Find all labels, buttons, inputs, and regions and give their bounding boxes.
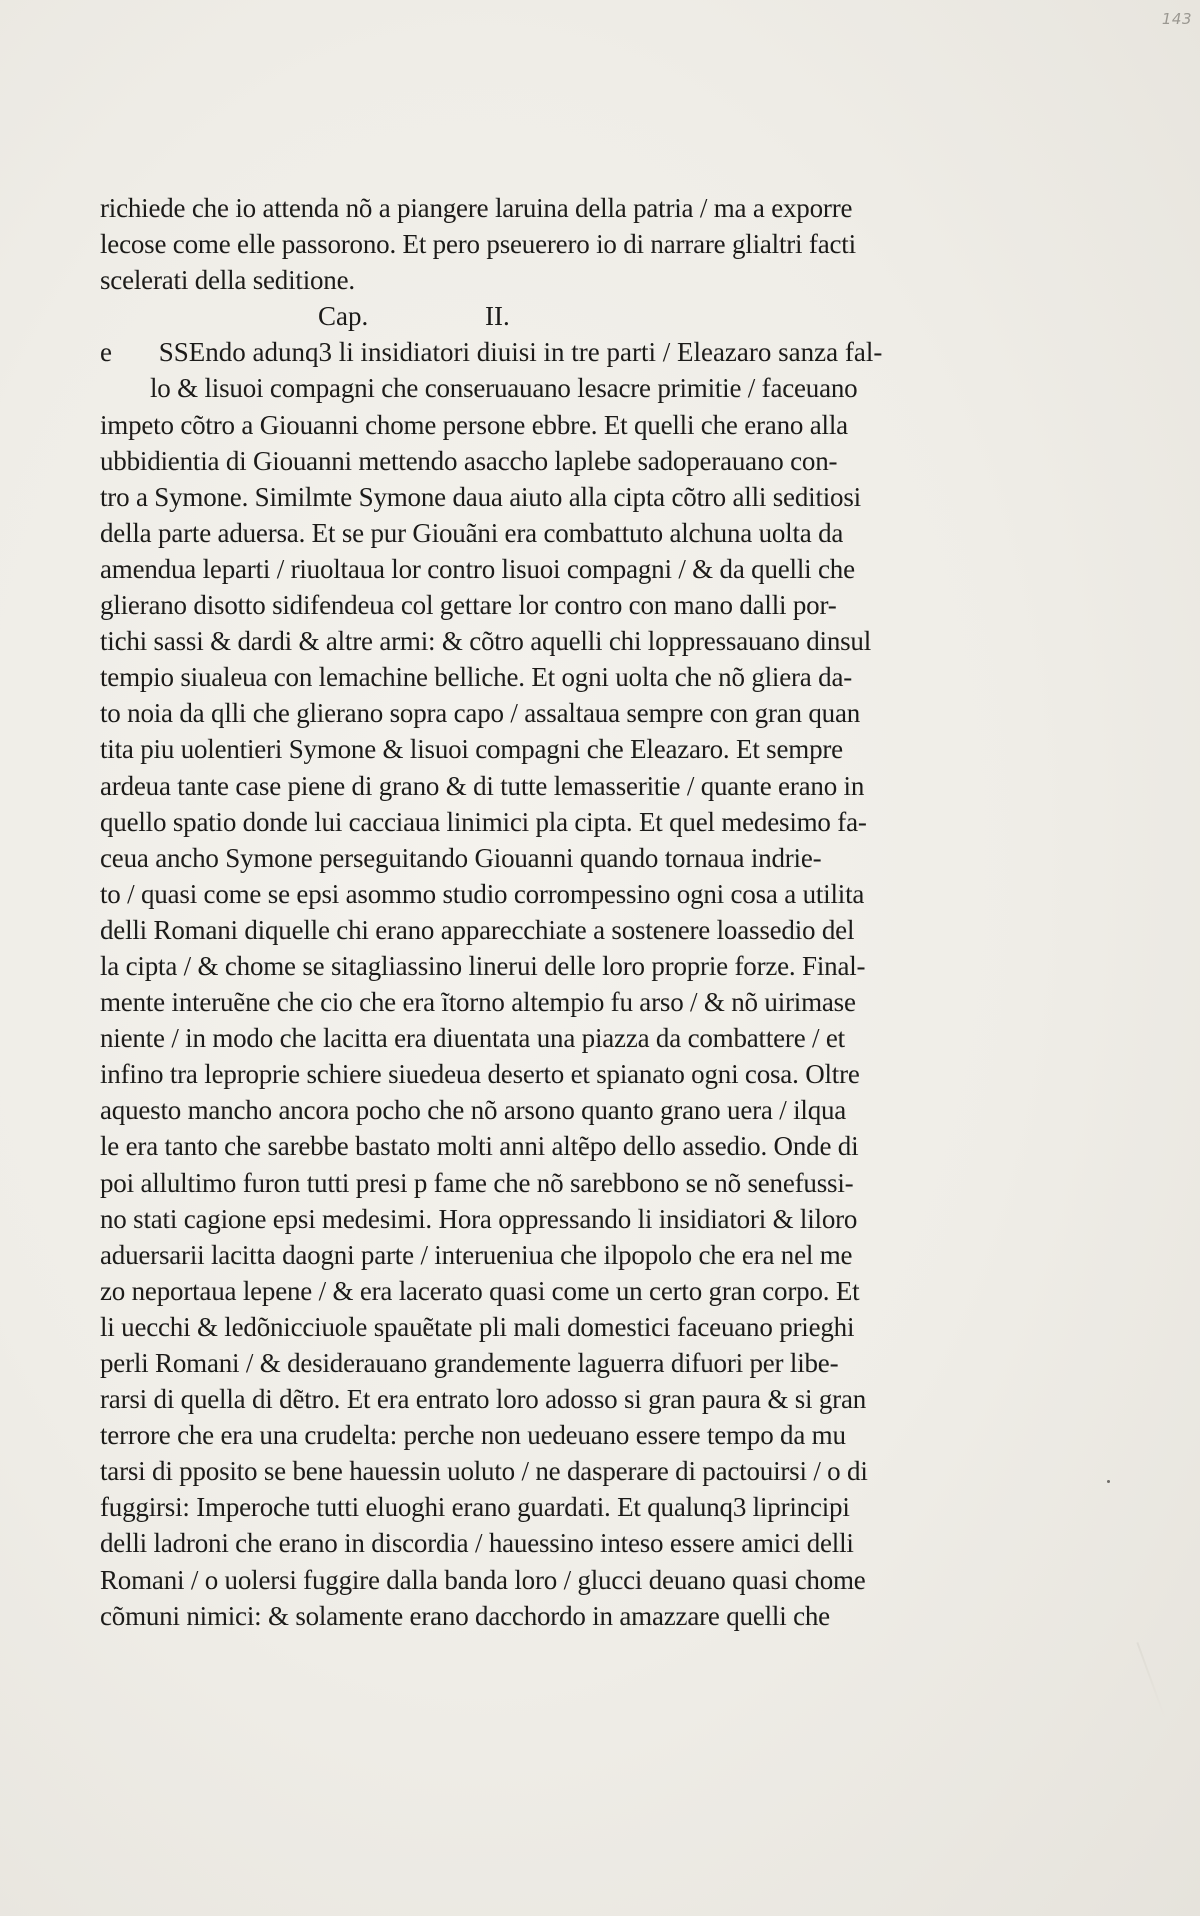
- chapter-number: II.: [485, 301, 510, 332]
- text-line: ceua ancho Symone perseguitando Giouanni quando tornaua indrie-: [100, 842, 822, 873]
- text-line: tichi sassi & dardi & altre armi: & cõtro aquelli chi loppressauano dinsul: [100, 626, 872, 657]
- folio-number: 143: [1161, 10, 1192, 28]
- text-line: le era tanto che sarebbe bastato molti anni altẽpo dello assedio. Onde di: [100, 1131, 859, 1162]
- chapter-heading: [100, 298, 960, 334]
- text-line: lecose come elle passorono. Et pero pseuerero io di narrare glialtri facti: [100, 229, 856, 260]
- text-line: quello spatio donde lui cacciaua linimici pla cipta. Et quel medesimo fa-: [100, 806, 867, 837]
- paper-crease: [1136, 1642, 1165, 1718]
- guide-letter: e: [100, 337, 112, 368]
- text-line: li uecchi & ledõnicciuole spauẽtate pli mali domestici faceuano prieghi: [100, 1311, 855, 1342]
- text-line: aduersarii lacitta daogni parte / interueniua che ilpopolo che era nel me: [100, 1239, 853, 1270]
- text-line: tita piu uolentieri Symone & lisuoi compagni che Eleazaro. Et sempre: [100, 734, 843, 765]
- text-line: perli Romani / & desiderauano grandemente laguerra difuori per libe-: [100, 1348, 839, 1378]
- text-line: fuggirsi: Imperoche tutti eluoghi erano guardati. Et qualunq3 liprincipi: [100, 1492, 850, 1523]
- text-line: niente / in modo che lacitta era diuentata una piazza da combattere / et: [100, 1023, 845, 1054]
- first-line-text: SSEndo adunq3 li insidiatori diuisi in tre parti / Eleazaro sanza fal-: [158, 337, 883, 368]
- text-line: infino tra leproprie schiere siuedeua deserto et spianato ogni cosa. Oltre: [100, 1059, 860, 1090]
- text-line: to / quasi come se epsi asommo studio corrompessino ogni cosa a utilita: [100, 878, 865, 909]
- text-line: amendua leparti / riuoltaua lor contro lisuoi compagni / & da quelli che: [100, 553, 855, 584]
- text-line: to noia da qlli che glierano sopra capo / assaltaua sempre con gran quan: [100, 698, 861, 729]
- text-line: lo & lisuoi compagni che conseruauano lesacre primitie / faceuano: [150, 373, 858, 404]
- text-line: tro a Symone. Similmte Symone daua aiuto alla cipta cõtro alli seditiosi: [100, 481, 861, 512]
- text-block: [100, 190, 960, 1634]
- text-line: impeto cõtro a Giouanni chome persone ebbre. Et quelli che erano alla: [100, 409, 848, 440]
- text-line: Romani / o uolersi fuggire dalla banda loro / glucci deuano quasi chome: [100, 1564, 866, 1595]
- text-line: scelerati della seditione.: [100, 265, 355, 296]
- chapter-first-line: [100, 334, 960, 370]
- text-line: ubbidientia di Giouanni mettendo asaccho laplebe sadoperauano con-: [100, 445, 838, 476]
- text-line: richiede che io attenda nõ a piangere laruina della patria / ma a exporre: [100, 193, 853, 223]
- paper-speck: [1107, 1480, 1110, 1483]
- text-line: delli Romani diquelle chi erano apparecchiate a sostenere loassedio del: [100, 914, 855, 945]
- text-line: tempio siualeua con lemachine belliche. Et ogni uolta che nõ gliera da-: [100, 662, 853, 693]
- text-line: tarsi di pposito se bene hauessin uoluto / ne dasperare di pactouirsi / o di: [100, 1456, 868, 1487]
- text-line: cõmuni nimici: & solamente erano dacchordo in amazzare quelli che: [100, 1600, 830, 1631]
- text-line: aquesto mancho ancora pocho che nõ arsono quanto grano uera / ilqua: [100, 1095, 847, 1126]
- chapter-label: Cap.: [318, 301, 369, 332]
- text-line: no stati cagione epsi medesimi. Hora oppressando li insidiatori & liloro: [100, 1203, 858, 1234]
- text-line: ardeua tante case piene di grano & di tutte lemasseritie / quante erano in: [100, 770, 865, 801]
- text-line: zo neportaua lepene / & era lacerato quasi come un certo gran corpo. Et: [100, 1275, 860, 1306]
- text-line: rarsi di quella di dẽtro. Et era entrato loro adosso si gran paura & si gran: [100, 1384, 867, 1415]
- text-line: delli ladroni che erano in discordia / hauessino inteso essere amici delli: [100, 1528, 854, 1559]
- text-line: della parte aduersa. Et se pur Giouãni era combattuto alchuna uolta da: [100, 517, 844, 548]
- text-line: glierano disotto sidifendeua col gettare lor contro con mano dalli por-: [100, 590, 837, 621]
- text-line: poi allultimo furon tutti presi p fame che nõ sarebbono se nõ senefussi-: [100, 1167, 854, 1198]
- text-line: mente interuẽne che cio che era ĩtorno altempio fu arso / & nõ uirimase: [100, 987, 856, 1018]
- text-line: terrore che era una crudelta: perche non uedeuano essere tempo da mu: [100, 1420, 846, 1451]
- text-line: la cipta / & chome se sitagliassino linerui delle loro proprie forze. Final-: [100, 950, 866, 981]
